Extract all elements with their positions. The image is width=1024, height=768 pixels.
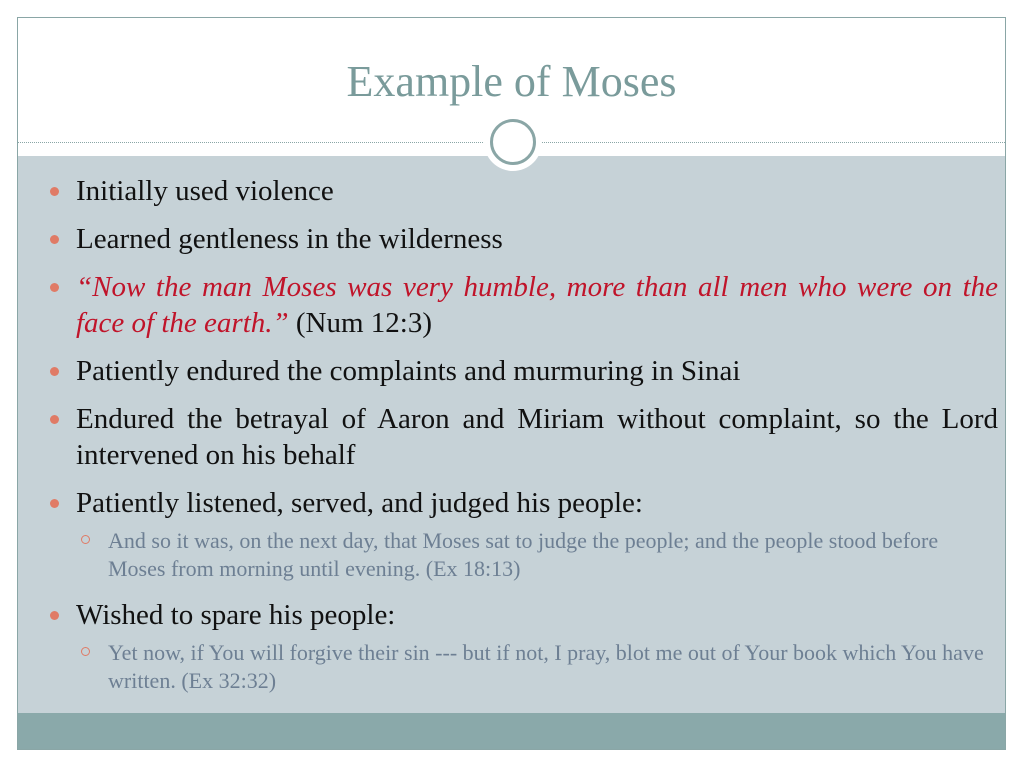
bullet-text: Patiently endured the complaints and murmuring in Sinai [76, 355, 741, 387]
filled-circle-icon [50, 499, 59, 508]
slide-title: Example of Moses [346, 57, 677, 106]
footer-bar [18, 713, 1005, 749]
hollow-circle-icon [81, 647, 90, 656]
bullet-item-quote [48, 269, 998, 341]
ring-ornament-inner [490, 119, 536, 165]
filled-circle-icon [50, 283, 59, 292]
bullet-item [48, 401, 998, 473]
scripture-reference: (Num 12:3) [288, 307, 433, 339]
sub-bullet-text: Yet now, if You will forgive their sin --- but if not, I pray, blot me out of Your book which You have written. (Ex 32:32) [108, 640, 984, 693]
filled-circle-icon [50, 415, 59, 424]
bullet-text: Endured the betrayal of Aaron and Miriam without complaint, so the Lord intervened on his behalf [76, 403, 998, 471]
sub-bullet-text: And so it was, on the next day, that Moses sat to judge the people; and the people stood before Moses from morning until evening. (Ex 18:13) [108, 528, 939, 581]
filled-circle-icon [50, 187, 59, 196]
bullet-item [48, 173, 998, 209]
bullet-item [48, 597, 998, 633]
bullet-item [48, 485, 998, 521]
bullet-text: Wished to spare his people: [76, 599, 396, 631]
slide [17, 17, 1006, 750]
bullet-item [48, 221, 998, 257]
ring-ornament-icon [484, 113, 542, 171]
sub-bullet-item [48, 639, 998, 695]
sub-bullet-item [48, 527, 998, 583]
scripture-quote: “Now the man Moses was very humble, more than all men who were on the face of the earth.” [76, 271, 998, 339]
bullet-text: Initially used violence [76, 175, 334, 207]
bullet-text: Patiently listened, served, and judged his people: [76, 487, 643, 519]
bullet-list [48, 173, 998, 709]
filled-circle-icon [50, 367, 59, 376]
bullet-item [48, 353, 998, 389]
filled-circle-icon [50, 611, 59, 620]
bullet-text: Learned gentleness in the wilderness [76, 223, 503, 255]
filled-circle-icon [50, 235, 59, 244]
hollow-circle-icon [81, 535, 90, 544]
